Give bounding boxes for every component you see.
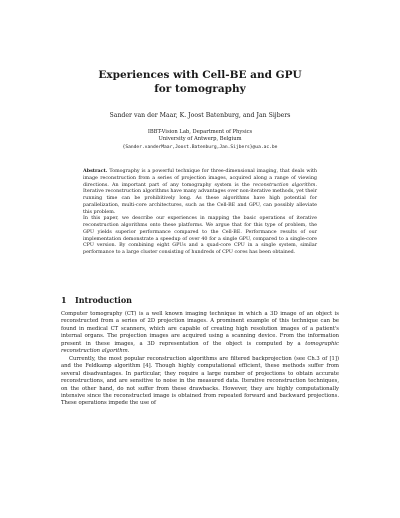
abstract-label: Abstract.: [83, 168, 108, 174]
abstract-text-1b: . Iterative reconstruction algorithms have many advantages over non-iterative methods, yet their running time can be prohibitively long. As these algorithms have high potential for parallelization, multi-core architectures, such as the Cell-BE and GPU, can possibly alleviate this problem.: [83, 182, 317, 215]
abstract: [83, 168, 317, 257]
section-heading: [61, 295, 132, 305]
body-paragraph-2: Currently, the most popular reconstruction algorithms are filtered backprojection (see Ch.3 of [1]) and the Feldkamp algorithm [4]. Though highly computational efficient, these methods suffer from several disadvantages. In particular, they require a large number of projections to obtain accurate reconstructions, and are sensitive to noise in the measured data. Iterative reconstruction techniques, on the other hand, do not suffer from these drawbacks. However, they are highly computationally intensive since the reconstructed image is obtained from repeated forward and backward projections. These operations impede the use of: [61, 355, 339, 407]
body-text: [61, 311, 339, 408]
abstract-text-emphasis: reconstruction algorithm: [252, 182, 316, 188]
body-text-emphasis: tomographic reconstruction algorithm: [61, 340, 339, 355]
affiliation-line-1: IBBT-Vision Lab, Department of Physics: [147, 129, 253, 135]
body-paragraph-1: [61, 311, 339, 356]
section-title: Introduction: [75, 295, 132, 305]
body-text-1b: .: [127, 348, 130, 355]
paper-title: [40, 68, 360, 96]
author-list: Sander van der Maar, K. Joost Batenburg, and Jan Sijbers: [109, 112, 291, 119]
section-number: 1: [61, 295, 67, 305]
abstract-paragraph-2: In this paper, we describe our experiences in mapping the basic operations of iterative reconstruction algorithms onto these platforms. We argue that for this type of problem, the GPU yields superior performance compared to the Cell-BE. Performance results of our implementation demonstrate a speedup of over 40 for a single GPU, compared to a single-core CPU version. By combining eight GPUs and a quad-core CPU in a single system, similar performance to a large cluster consisting of hundreds of CPU cores has been obtained.: [83, 216, 317, 255]
affiliation: [40, 129, 360, 151]
title-line-2: for tomography: [154, 83, 246, 95]
affiliation-line-2: University of Antwerp, Belgium: [158, 136, 242, 143]
title-line-1: Experiences with Cell-BE and GPU: [98, 69, 302, 81]
author-emails: {Sander.vanderMaar,Joost.Batenburg,Jan.Sijbers}@ua.ac.be: [122, 144, 278, 150]
abstract-text-1a: Tomography is a powerful technique for three-dimensional imaging, that deals with image reconstruction from a series of projection images, acquired along a range of viewing directions. An important part of any tomography system is the: [83, 169, 317, 188]
abstract-paragraph-1: [83, 168, 317, 216]
body-text-1a: Computer tomography (CT) is a well known imaging technique in which a 3D image of an object is reconstructed from a series of 2D projection images. A prominent example of this technique can be found in medical CT scanners, which are capable of creating high resolution images of a patient's internal organs. The projection images are acquired using a scanning device. From the information present in these images, a 3D representation of the object is computed by a: [61, 311, 339, 347]
